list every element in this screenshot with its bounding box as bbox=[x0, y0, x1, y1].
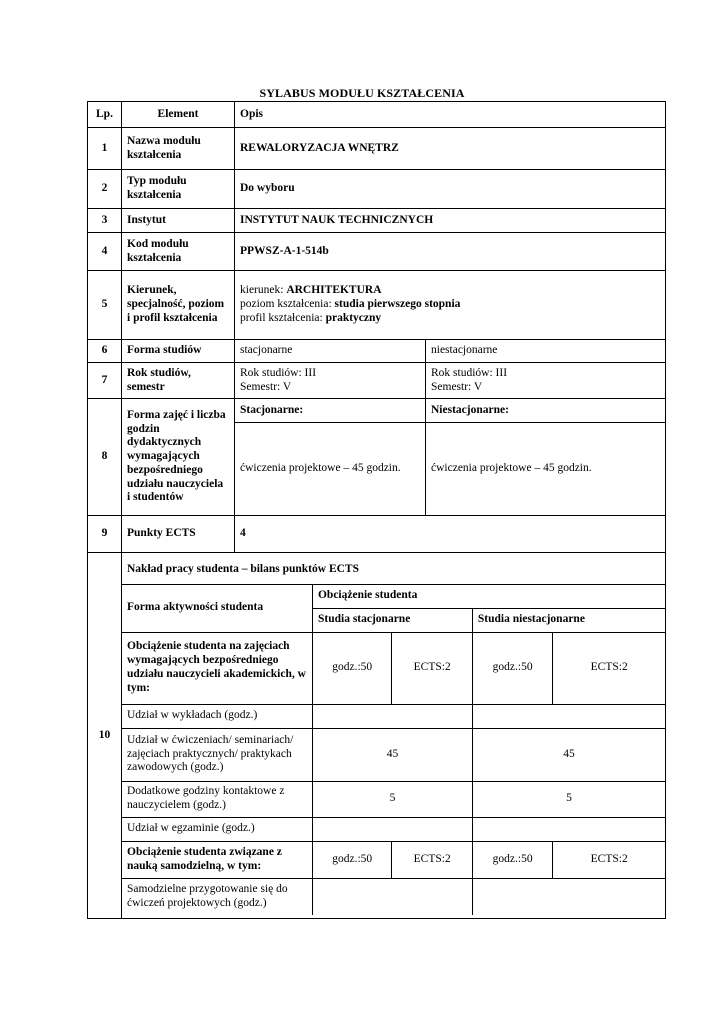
classes-part-time-value: ćwiczenia projektowe – 45 godzin. bbox=[426, 423, 666, 516]
workload-heading-row bbox=[122, 556, 665, 584]
row-number: 5 bbox=[88, 271, 122, 340]
workload-table bbox=[122, 556, 665, 915]
part-time-ects: ECTS:2 bbox=[553, 632, 665, 704]
classes-part-time-header: Niestacjonarne: bbox=[426, 399, 666, 423]
part-time-hours: godz.:50 bbox=[472, 632, 552, 704]
row-1 bbox=[88, 128, 666, 170]
module-name: REWALORYZACJA WNĘTRZ bbox=[235, 128, 666, 170]
row-number: 3 bbox=[88, 209, 122, 233]
student-workload-header: Obciążenie studenta bbox=[312, 584, 665, 608]
row-9 bbox=[88, 516, 666, 553]
element-label: Instytut bbox=[122, 209, 235, 233]
additional-contact-row bbox=[122, 781, 665, 817]
row-5 bbox=[88, 271, 666, 340]
workload-section bbox=[122, 553, 666, 919]
lectures-row bbox=[122, 704, 665, 728]
full-time-ects: ECTS:2 bbox=[392, 632, 472, 704]
element-label: Kod modułu kształcenia bbox=[122, 233, 235, 271]
study-form-part-time: niestacjonarne bbox=[426, 340, 666, 363]
classes-full-time-header: Stacjonarne: bbox=[235, 399, 426, 423]
row-4 bbox=[88, 233, 666, 271]
profil-value: praktyczny bbox=[325, 311, 382, 324]
header-element: Element bbox=[122, 102, 235, 128]
full-time-value bbox=[312, 878, 472, 915]
self-study-label: Obciążenie studenta związane z nauką samodzielną, w tym: bbox=[122, 841, 312, 878]
profil-label: profil kształcenia: bbox=[240, 311, 326, 324]
study-form-full-time: stacjonarne bbox=[235, 340, 426, 363]
ects-points: 4 bbox=[235, 516, 666, 553]
row-number: 4 bbox=[88, 233, 122, 271]
part-time-ects: ECTS:2 bbox=[553, 841, 665, 878]
full-time-ects: ECTS:2 bbox=[392, 841, 472, 878]
full-time-value bbox=[312, 704, 472, 728]
row-number: 7 bbox=[88, 363, 122, 399]
document-title: SYLABUS MODUŁU KSZTAŁCENIA bbox=[259, 86, 465, 100]
exam-label: Udział w egzaminie (godz.) bbox=[122, 817, 312, 841]
institute-name: INSTYTUT NAUK TECHNICZNYCH bbox=[235, 209, 666, 233]
full-time-value: 5 bbox=[312, 781, 472, 817]
full-time-hours: godz.:50 bbox=[312, 841, 391, 878]
part-time-value: 5 bbox=[472, 781, 665, 817]
workload-heading: Nakład pracy studenta – bilans punktów ECTS bbox=[122, 556, 665, 584]
additional-contact-label: Dodatkowe godziny kontaktowe z nauczycielem (godz.) bbox=[122, 781, 312, 817]
part-time-value bbox=[472, 817, 665, 841]
year-value: Rok studiów: III bbox=[431, 366, 508, 379]
element-label: Nazwa modułu kształcenia bbox=[122, 128, 235, 170]
lectures-label: Udział w wykładach (godz.) bbox=[122, 704, 312, 728]
row-number: 2 bbox=[88, 170, 122, 209]
element-label: Punkty ECTS bbox=[122, 516, 235, 553]
row-number: 6 bbox=[88, 340, 122, 363]
year-value: Rok studiów: III bbox=[240, 366, 317, 379]
year-semester-full-time bbox=[235, 363, 426, 399]
classes-full-time-value: ćwiczenia projektowe – 45 godzin. bbox=[235, 423, 426, 516]
exercises-row bbox=[122, 728, 665, 781]
contact-hours-label: Obciążenie studenta na zajęciach wymagających bezpośredniego udziału nauczycieli akademickich, w tym: bbox=[122, 632, 312, 704]
project-prep-label: Samodzielne przygotowanie się do ćwiczeń projektowych (godz.) bbox=[122, 878, 312, 915]
row-6 bbox=[88, 340, 666, 363]
full-time-hours: godz.:50 bbox=[312, 632, 391, 704]
module-code: PPWSZ-A-1-514b bbox=[235, 233, 666, 271]
field-of-study bbox=[235, 271, 666, 340]
part-time-value bbox=[472, 878, 665, 915]
header-row bbox=[88, 102, 666, 128]
exam-row bbox=[122, 817, 665, 841]
exercises-label: Udział w ćwiczeniach/ seminariach/ zajęciach praktycznych/ praktykach zawodowych (godz.) bbox=[122, 728, 312, 781]
row-number: 9 bbox=[88, 516, 122, 553]
header-lp: Lp. bbox=[88, 102, 122, 128]
header-opis: Opis bbox=[235, 102, 666, 128]
row-8-header bbox=[88, 399, 666, 423]
workload-header-row-1 bbox=[122, 584, 665, 608]
part-time-header: Studia niestacjonarne bbox=[472, 608, 665, 632]
self-study-row bbox=[122, 841, 665, 878]
element-label: Forma studiów bbox=[122, 340, 235, 363]
semester-value: Semestr: V bbox=[240, 380, 292, 393]
module-type: Do wyboru bbox=[235, 170, 666, 209]
row-number: 8 bbox=[88, 399, 122, 516]
row-number: 1 bbox=[88, 128, 122, 170]
element-label: Kierunek, specjalność, poziom i profil kształcenia bbox=[122, 271, 235, 340]
syllabus-table bbox=[87, 101, 666, 919]
row-number: 10 bbox=[88, 553, 122, 919]
element-label: Forma zajęć i liczba godzin dydaktycznych wymagających bezpośredniego udziału nauczyciela i studentów bbox=[122, 399, 235, 516]
part-time-value bbox=[472, 704, 665, 728]
row-2 bbox=[88, 170, 666, 209]
full-time-header: Studia stacjonarne bbox=[312, 608, 472, 632]
row-7 bbox=[88, 363, 666, 399]
kierunek-value: ARCHITEKTURA bbox=[286, 284, 382, 297]
full-time-value: 45 bbox=[312, 728, 472, 781]
kierunek-label: kierunek: bbox=[240, 284, 287, 297]
part-time-value: 45 bbox=[472, 728, 665, 781]
part-time-hours: godz.:50 bbox=[472, 841, 552, 878]
full-time-value bbox=[312, 817, 472, 841]
row-10 bbox=[88, 553, 666, 919]
element-label: Typ modułu kształcenia bbox=[122, 170, 235, 209]
poziom-value: studia pierwszego stopnia bbox=[334, 298, 461, 311]
element-label: Rok studiów, semestr bbox=[122, 363, 235, 399]
semester-value: Semestr: V bbox=[431, 380, 483, 393]
activity-form-header: Forma aktywności studenta bbox=[122, 584, 312, 632]
year-semester-part-time bbox=[426, 363, 666, 399]
poziom-label: poziom kształcenia: bbox=[240, 298, 335, 311]
contact-hours-row bbox=[122, 632, 665, 704]
project-prep-row bbox=[122, 878, 665, 915]
row-3 bbox=[88, 209, 666, 233]
